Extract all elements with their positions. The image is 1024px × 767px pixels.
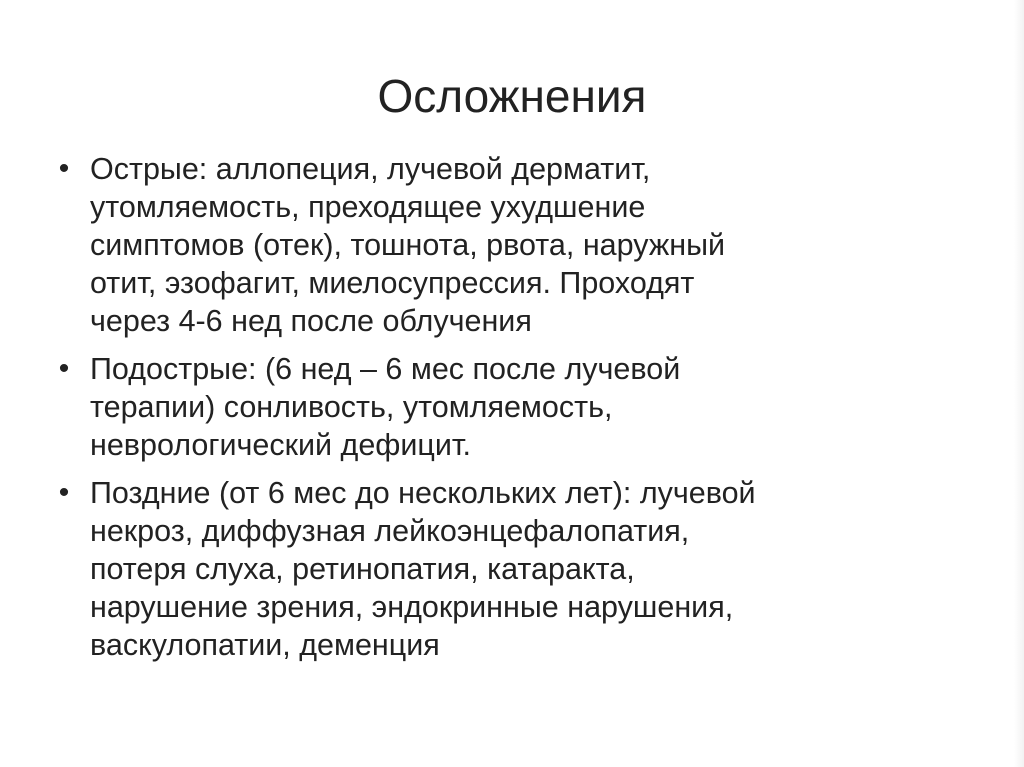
bullet-line: утомляемость, преходящее ухудшение xyxy=(90,190,646,224)
bullet-icon: • xyxy=(58,352,70,385)
bullet-item-subacute xyxy=(52,350,952,464)
bullet-line: Поздние (от 6 мес до нескольких лет): лучевой xyxy=(90,476,756,510)
bullet-line: неврологический дефицит. xyxy=(90,428,471,462)
bullet-line: через 4-6 нед после облучения xyxy=(90,304,532,338)
bullet-line: некроз, диффузная лейкоэнцефалопатия, xyxy=(90,514,690,548)
bullet-line: Острые: аллопеция, лучевой дерматит, xyxy=(90,152,651,186)
bullet-list xyxy=(52,150,952,674)
bullet-line: терапии) сонливость, утомляемость, xyxy=(90,390,613,424)
bullet-line: Подострые: (6 нед – 6 мес после лучевой xyxy=(90,352,681,386)
bullet-item-acute xyxy=(52,150,952,340)
bullet-line: отит, эзофагит, миелосупрессия. Проходят xyxy=(90,266,695,300)
bullet-line: васкулопатии, деменция xyxy=(90,628,440,662)
bullet-icon: • xyxy=(58,476,70,509)
slide-title: Осложнения xyxy=(377,70,647,122)
bullet-line: потеря слуха, ретинопатия, катаракта, xyxy=(90,552,635,586)
bullet-line: нарушение зрения, эндокринные нарушения, xyxy=(90,590,734,624)
bullet-line: симптомов (отек), тошнота, рвота, наружный xyxy=(90,228,726,262)
bullet-item-late xyxy=(52,474,952,664)
bullet-icon: • xyxy=(58,152,70,185)
